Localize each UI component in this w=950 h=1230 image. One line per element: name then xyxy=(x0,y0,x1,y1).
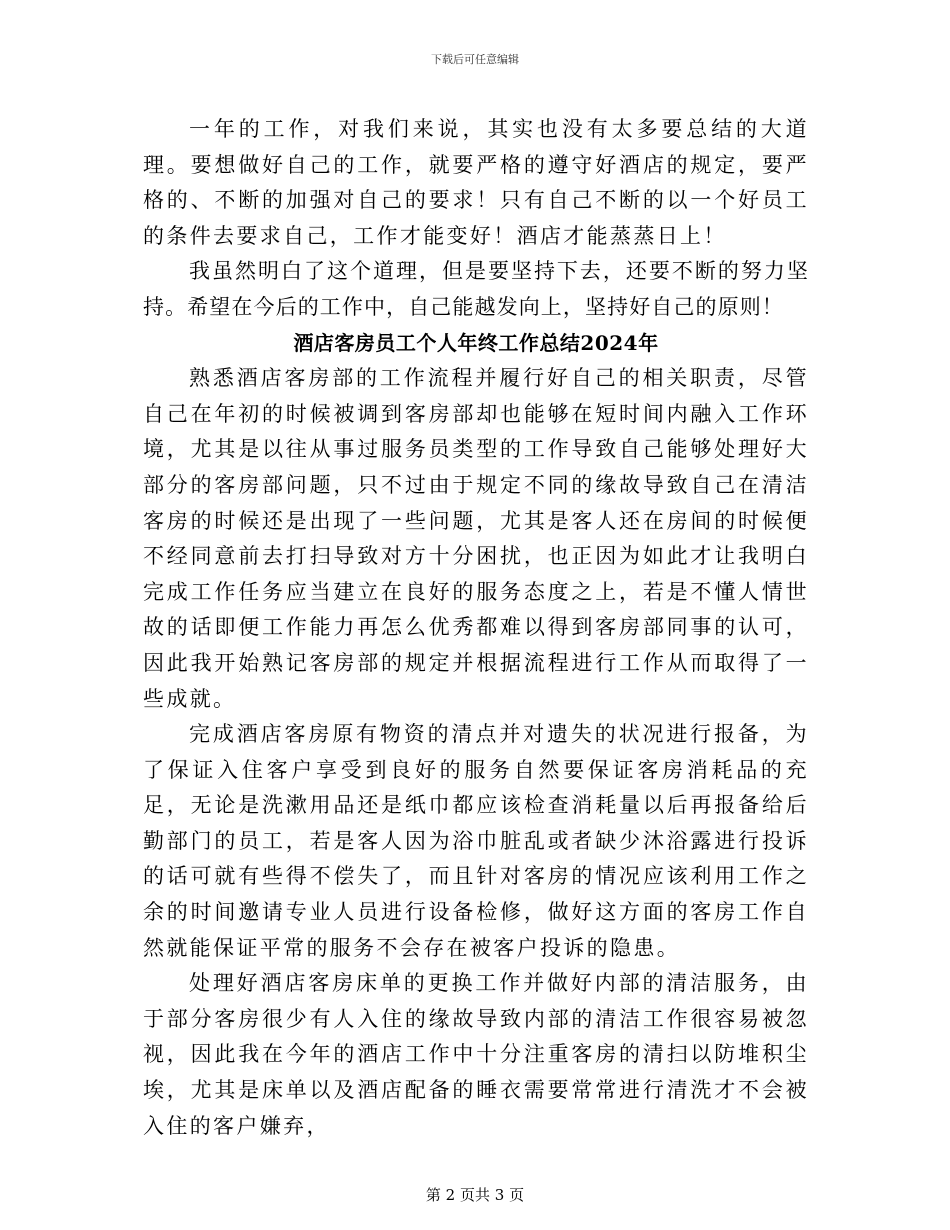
section-title: 酒店客房员工个人年终工作总结2024年 xyxy=(293,330,659,355)
document-body xyxy=(143,112,809,1144)
page-header-note: 下载后可任意编辑 xyxy=(431,53,519,66)
section-paragraph-2: 完成酒店客房原有物资的清点并对遗失的状况进行报备，为了保证入住客户享受到良好的服务自然要保证客房消耗品的充足，无论是洗漱用品还是纸巾都应该检查消耗量以后再报备给后勤部门的员工，若是客人因为浴巾脏乱或者缺少沐浴露进行投诉的话可就有些得不偿失了，而且针对客房的情况应该利用工作之余的时间邀请专业人员进行设备检修，做好这方面的客房工作自然就能保证平常的服务不会存在被客户投诉的隐患。 xyxy=(143,722,809,960)
intro-paragraph-1: 一年的工作，对我们来说，其实也没有太多要总结的大道理。要想做好自己的工作，就要严格的遵守好酒店的规定，要严格的、不断的加强对自己的要求！只有自己不断的以一个好员工的条件去要求自己，工作才能变好！酒店才能蒸蒸日上！ xyxy=(143,117,809,248)
section-paragraph-1: 熟悉酒店客房部的工作流程并履行好自己的相关职责，尽管自己在年初的时候被调到客房部却也能够在短时间内融入工作环境，尤其是以往从事过服务员类型的工作导致自己能够处理好大部分的客房部问题，只不过由于规定不同的缘故导致自己在清洁客房的时候还是出现了一些问题，尤其是客人还在房间的时候便不经同意前去打扫导致对方十分困扰，也正因为如此才让我明白完成工作任务应当建立在良好的服务态度之上，若是不懂人情世故的话即便工作能力再怎么优秀都难以得到客房部同事的认可，因此我开始熟记客房部的规定并根据流程进行工作从而取得了一些成就。 xyxy=(143,366,809,711)
intro-paragraph-2: 我虽然明白了这个道理，但是要坚持下去，还要不断的努力坚持。希望在今后的工作中，自己能越发向上，坚持好自己的原则！ xyxy=(143,259,809,319)
page-number: 第 2 页共 3 页 xyxy=(425,1186,525,1204)
section-paragraph-3: 处理好酒店客房床单的更换工作并做好内部的清洁服务，由于部分客房很少有人入住的缘故导致内部的清洁工作很容易被忽视，因此我在今年的酒店工作中十分注重客房的清扫以防堆积尘埃，尤其是床单以及酒店配备的睡衣需要常常进行清洗才不会被入住的客户嫌弃， xyxy=(143,971,809,1138)
